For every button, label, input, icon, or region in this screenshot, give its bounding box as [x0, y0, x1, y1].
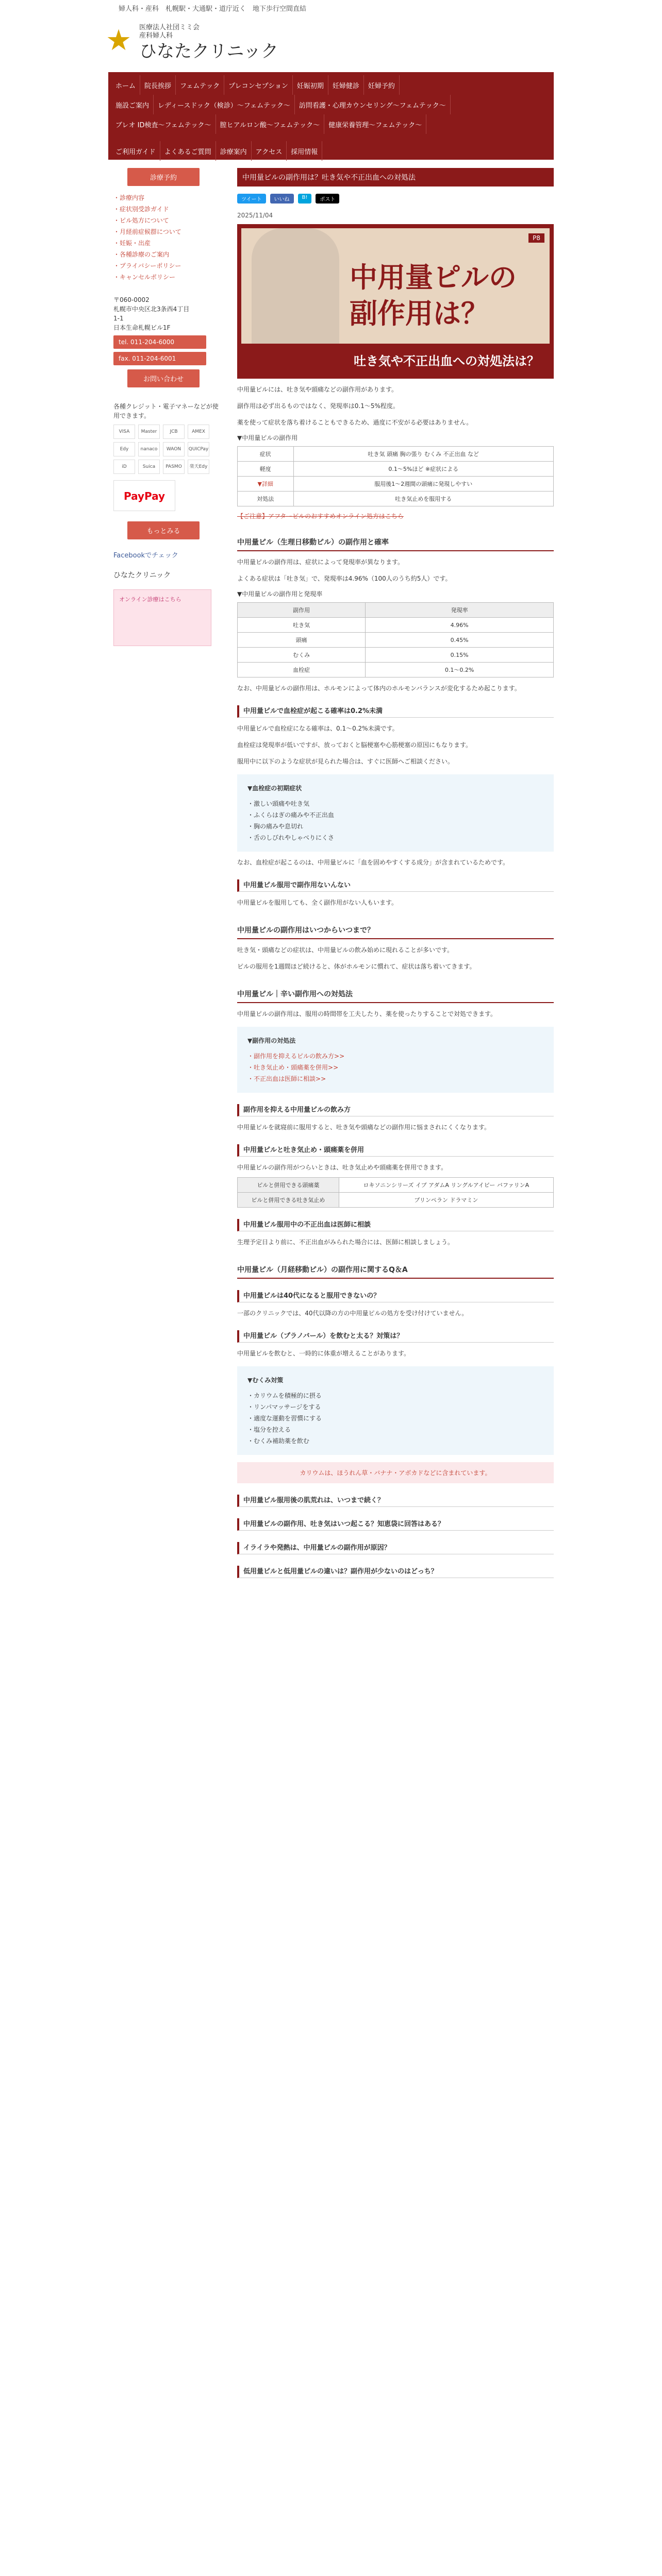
table-cell: 0.45%: [366, 633, 554, 648]
page-title: 中用量ピルの副作用は？吐き気や不正出血への対処法: [237, 168, 554, 187]
nanaco-logo: nanaco: [138, 442, 160, 456]
table-cell: 症状: [238, 447, 294, 462]
table-cell: 0.1〜5%ほど ※症状による: [293, 462, 554, 477]
symptom-box: [237, 774, 554, 852]
tel-button[interactable]: tel. 011-204-6000: [113, 335, 206, 349]
table-cell: 0.15%: [366, 648, 554, 663]
hatena-button[interactable]: B!: [298, 194, 312, 204]
list-item: ・ 舌のしびれやしゃべりにくさ: [247, 832, 543, 843]
post-date: 2025/11/04: [237, 212, 273, 219]
paypay-logo: PayPay: [113, 480, 175, 511]
logo-subtitle-1: 医療法人社団ミミ会: [139, 24, 200, 31]
nav-item[interactable]: プレコンセプション: [224, 75, 293, 95]
paragraph: 中用量ピルを飲むと、一時的に体重が増えることがあります。: [237, 1350, 410, 1357]
top-strip: 婦人科・産科 札幌駅・大通駅・道庁近く 地下歩行空間直結: [119, 5, 307, 13]
table-header: 発現率: [366, 603, 554, 618]
table-cell: 0.1〜0.2%: [366, 663, 554, 677]
hero-image: [237, 224, 554, 379]
waon-logo: WAON: [163, 442, 185, 456]
nav-item[interactable]: 膣ヒアルロン酸〜フェムテック〜: [216, 114, 325, 134]
intro-paragraph: 中用量ピルには、吐き気や頭痛などの副作用があります。: [237, 386, 398, 393]
toc-link[interactable]: ・ 副作用を抑えるピルの飲み方>>: [247, 1050, 543, 1062]
nav-item[interactable]: 採用情報: [287, 141, 322, 161]
sidebar-link[interactable]: ・ 症状別受診ガイド: [113, 204, 219, 215]
pasmo-logo: PASMO: [163, 460, 185, 474]
faq-question: 中用量ピルは40代になると服用できないの？: [237, 1290, 554, 1302]
facebook-link[interactable]: Facebookでチェック: [113, 552, 178, 560]
suica-logo: Suica: [138, 460, 160, 474]
nav-item[interactable]: よくあるご質問: [160, 141, 216, 161]
table-cell: プリンペラン ドラマミン: [339, 1193, 553, 1208]
list-item: ・ 胸の痛みや息切れ: [247, 821, 543, 832]
medicine-table: [237, 1177, 554, 1208]
section-heading: 中用量ピルの副作用はいつからいつまで？: [237, 922, 554, 939]
paragraph: 中用量ピルで血栓症になる確率は、0.1〜0.2%未満です。: [237, 725, 399, 732]
table1-title: ▼中用量ピルの副作用: [237, 434, 298, 442]
sidebar-link[interactable]: ・ 各種診療のご案内: [113, 249, 219, 260]
nav-item[interactable]: フェムテック: [176, 75, 224, 95]
nav-row-1: [111, 75, 551, 95]
post-button[interactable]: ポスト: [316, 194, 339, 204]
logo-name: ひなたクリニック: [139, 41, 278, 62]
main-content: [237, 168, 554, 1578]
sidebar: [108, 168, 219, 655]
share-buttons: [237, 194, 554, 204]
faq-question: 低用量ピルと低用量ピルの違いは？副作用が少ないのはどっち？: [237, 1566, 554, 1578]
nav-item[interactable]: ご利用ガイド: [111, 141, 160, 161]
address-line: 札幌市中央区北3条西4丁目: [113, 306, 190, 313]
summary-table: [237, 446, 554, 506]
intro-paragraph: 薬を使って症状を落ち着けることもできるため、過度に不安がる必要はありません。: [237, 419, 473, 426]
payment-logos: [108, 425, 219, 474]
address-line: 日本生命札幌ビル1F: [113, 324, 171, 331]
list-item: ・ ふくらはぎの痛みや不正出血: [247, 809, 543, 821]
subsection-heading: 中用量ピル服用中の不正出血は医師に相談: [237, 1219, 554, 1231]
edy-logo: Edy: [113, 442, 135, 456]
main-nav-row-4: [108, 138, 554, 160]
table-cell: 吐き気: [238, 618, 366, 633]
paragraph: 血栓症は発現率が低いですが、放っておくと脳梗塞や心筋梗塞の原因にもなります。: [237, 741, 472, 749]
clinic-address: [108, 295, 219, 332]
pink-note: カリウムは、ほうれん草・バナナ・アボカドなどに含まれています。: [237, 1462, 554, 1483]
paragraph: よくある症状は「吐き気」で、発現率は4.96%（100人のうち約5人）です。: [237, 575, 452, 582]
paragraph: 吐き気・頭痛などの症状は、中用量ピルの飲み始めに現れることが多いです。: [237, 946, 454, 954]
subsection-heading: 副作用を抑える中用量ピルの飲み方: [237, 1104, 554, 1116]
box-title: ▼むくみ対策: [247, 1377, 284, 1384]
table-header: 副作用: [238, 603, 366, 618]
fax-button[interactable]: fax. 011-204-6001: [113, 352, 206, 365]
paragraph: ピルの服用を1週間ほど続けると、体がホルモンに慣れて、症状は落ち着いてきます。: [237, 963, 476, 970]
like-button[interactable]: いいね: [270, 194, 294, 204]
hero-title-line1: 中用量ピルの: [350, 261, 517, 294]
subsection-heading: 中用量ピルと吐き気止め・頭痛薬を併用: [237, 1144, 554, 1157]
jcb-logo: JCB: [163, 425, 185, 439]
nav-row-2: [111, 95, 551, 114]
more-button[interactable]: もっとみる: [127, 521, 200, 539]
paragraph: 中用量ピルを就寝前に服用すると、吐き気や頭痛などの副作用に悩まされにくくなります。: [237, 1124, 491, 1131]
nav-item[interactable]: 妊婦健診: [328, 75, 364, 95]
table-cell: 対処法: [238, 492, 294, 506]
contact-button[interactable]: お問い合わせ: [127, 369, 200, 387]
quicpay-logo: QUICPay: [188, 442, 209, 456]
hero-title-line2: 副作用は？: [350, 297, 489, 330]
payment-title: 各種クレジット・電子マネーなどが使用できます。: [113, 403, 219, 419]
logo-star-icon: ★: [106, 24, 132, 57]
table-cell[interactable]: ▼詳細: [238, 477, 294, 492]
faq-question: イライラや発熱は、中用量ピルの副作用が原因？: [237, 1542, 554, 1554]
nav-item[interactable]: 診療案内: [216, 141, 252, 161]
nav-item[interactable]: ブレオ ID検査〜フェムテック〜: [111, 114, 216, 134]
hero-subtitle: 吐き気や不正出血への対処法は？: [241, 344, 550, 375]
list-item: ・ リンパマッサージをする: [247, 1401, 543, 1413]
faq-question: 中用量ピル服用後の肌荒れは、いつまで続く？: [237, 1495, 554, 1507]
paragraph: なお、中用量ピルの副作用は、ホルモンによって体内のホルモンバランスが変化するため起こります。: [237, 685, 521, 692]
table-header: ピルと併用できる吐き気止め: [238, 1193, 339, 1208]
table-cell: 頭痛: [238, 633, 366, 648]
online-banner[interactable]: オンライン診療はこちら: [113, 589, 211, 646]
faq-question: 中用量ピルの副作用、吐き気はいつ起こる？知恵袋に回答はある？: [237, 1518, 554, 1531]
logo[interactable]: [139, 24, 278, 62]
sidebar-link[interactable]: ・ キャンセルポリシー: [113, 272, 219, 283]
visa-logo: VISA: [113, 425, 135, 439]
sidebar-link[interactable]: ・ ピル処方について: [113, 215, 219, 226]
hero-figure: [252, 228, 339, 352]
paragraph: 中用量ピルの副作用は、症状によって発現率が異なります。: [237, 558, 404, 566]
main-nav: [108, 72, 554, 138]
nav-item[interactable]: アクセス: [252, 141, 287, 161]
section-heading: 中用量ピル（月経移動ピル）の副作用に関するQ＆A: [237, 1261, 554, 1279]
nav-item[interactable]: ホーム: [111, 75, 140, 95]
paragraph: 中用量ピルを服用しても、全く副作用がない人もいます。: [237, 899, 398, 906]
table-cell: 血栓症: [238, 663, 366, 677]
amex-logo: AMEX: [188, 425, 209, 439]
section-heading: 中用量ピル（生理日移動ピル）の副作用と確率: [237, 534, 554, 551]
table-cell: 4.96%: [366, 618, 554, 633]
hero-badge: P8: [528, 233, 544, 243]
paragraph: 中用量ピルの副作用がつらいときは、吐き気止めや頭痛薬を併用できます。: [237, 1164, 448, 1171]
mastercard-logo: Master: [138, 425, 160, 439]
paragraph: 一部のクリニックでは、40代以降の方の中用量ピルの処方を受け付けていません。: [237, 1310, 468, 1317]
sidebar-link[interactable]: ・ 妊娠・出産: [113, 238, 219, 249]
table-cell: 服用後1〜2週間の頭痛に発現しやすい: [293, 477, 554, 492]
toc-box: [237, 1027, 554, 1093]
toc-list: [247, 1050, 543, 1084]
subsection-heading: 中用量ピル服用で副作用ないんない: [237, 879, 554, 892]
sidebar-links: [108, 192, 219, 283]
paragraph: 中用量ピルの副作用は、服用の時間帯を工夫したり、薬を使ったりすることで対処できます。: [237, 1010, 497, 1018]
nav-item[interactable]: 妊娠初期: [293, 75, 328, 95]
box-title: ▼血栓症の初期症状: [247, 785, 302, 792]
clinic-name-badge[interactable]: ひなたクリニック: [113, 571, 171, 580]
address-line: 1-1: [113, 315, 124, 322]
paragraph: 服用中に以下のような症状が見られた場合は、すぐに医師へご相談ください。: [237, 758, 454, 765]
table-cell: 吐き気止めを服用する: [293, 492, 554, 506]
faq-question: 中用量ピル（プラノバール）を飲むと太る？対策は？: [237, 1330, 554, 1343]
sidebar-link[interactable]: ・ プライバシーポリシー: [113, 260, 219, 272]
table-cell: ロキソニンシリーズ イブ アダムA リングルアイビー バファリンA: [339, 1178, 553, 1193]
table-header: ピルと併用できる頭痛薬: [238, 1178, 339, 1193]
table2-title: ▼中用量ピルの副作用と発現率: [237, 590, 323, 598]
logo-subtitle-2: 産科婦人科: [139, 32, 173, 40]
intro-paragraph: 副作用は必ず出るものではなく、発現率は0.1〜5%程度。: [237, 402, 399, 410]
table-cell: 吐き気 頭痛 胸の張り むくみ 不正出血 など: [293, 447, 554, 462]
sidebar-link[interactable]: ・ 月経前症候群について: [113, 226, 219, 238]
list-item: ・ 塩分を控える: [247, 1424, 543, 1435]
nav-item[interactable]: 訪問看護・心理カウンセリング〜フェムテック〜: [295, 95, 451, 114]
table-cell: 軽度: [238, 462, 294, 477]
list-item: ・ 適度な運動を習慣にする: [247, 1413, 543, 1424]
hero-title: [350, 259, 517, 331]
section-heading: 中用量ピル｜辛い副作用への対処法: [237, 986, 554, 1003]
toc-link[interactable]: ・ 吐き気止め・頭痛薬を併用>>: [247, 1062, 543, 1073]
list-item: ・ むくみ補助薬を飲む: [247, 1435, 543, 1447]
symptom-list: [247, 798, 543, 843]
tweet-button[interactable]: ツイート: [237, 194, 266, 204]
nav-row-4: [111, 141, 551, 161]
reserve-button[interactable]: 診療予約: [127, 168, 200, 186]
subsection-heading: 中用量ピルで血栓症が起こる確率は0.2%未満: [237, 705, 554, 718]
toc-link[interactable]: ・ 不正出血は医師に相談>>: [247, 1073, 543, 1084]
nav-item[interactable]: 妊婦予約: [364, 75, 400, 95]
note-link[interactable]: 【ご注意】アフターピルのおすすめオンライン処方はこちら: [237, 513, 404, 520]
paragraph: 生理予定日より前に、不正出血がみられた場合には、医師に相談しましょう。: [237, 1239, 454, 1246]
table-cell: むくみ: [238, 648, 366, 663]
swelling-box: [237, 1366, 554, 1455]
rakuten-edy-logo: 楽天Edy: [188, 460, 209, 474]
nav-item[interactable]: 施設ご案内: [111, 95, 154, 114]
swelling-list: [247, 1390, 543, 1447]
list-item: ・ カリウムを積極的に摂る: [247, 1390, 543, 1401]
sidebar-link[interactable]: ・ 診療内容: [113, 192, 219, 204]
address-line: 〒060-0002: [113, 296, 150, 303]
box-title: ▼副作用の対処法: [247, 1037, 296, 1044]
list-item: ・ 激しい頭痛や吐き気: [247, 798, 543, 809]
nav-row-3: [111, 114, 551, 134]
paragraph: なお、血栓症が起こるのは、中用量ピルに「血を固めやすくする成分」が含まれているためです。: [237, 859, 509, 866]
nav-item[interactable]: 院長挨拶: [140, 75, 176, 95]
nav-item[interactable]: レディースドック（検診）〜フェムテック〜: [154, 95, 295, 114]
nav-item[interactable]: 健康栄養管理〜フェムテック〜: [324, 114, 426, 134]
header: [0, 15, 662, 72]
side-effect-rate-table: [237, 602, 554, 677]
id-logo: iD: [113, 460, 135, 474]
